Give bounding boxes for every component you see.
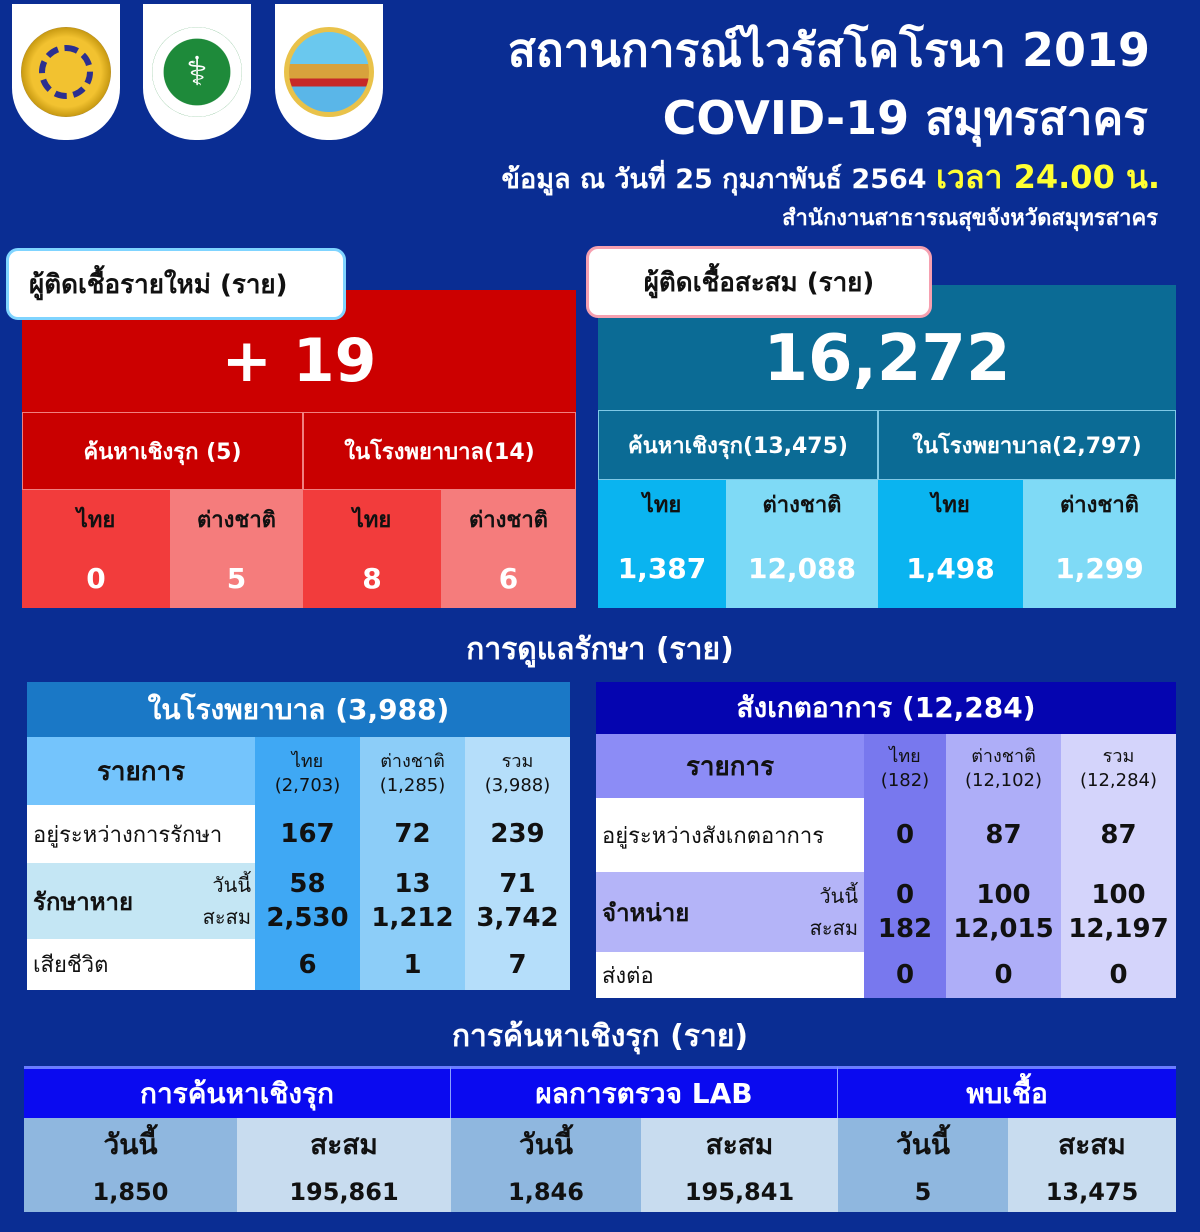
samut-sakhon-logo bbox=[275, 4, 383, 140]
value-cell: 87 bbox=[1061, 798, 1176, 872]
observation-table-title: สังเกตอาการ (12,284) bbox=[596, 682, 1176, 734]
thai-label: ไทย bbox=[642, 492, 682, 518]
foreign-label: ต่างชาติ bbox=[197, 507, 276, 533]
today-value: 1,850 bbox=[92, 1178, 169, 1206]
col-foreign-header: ต่างชาติ (1,285) bbox=[360, 737, 465, 805]
row-label: ส่งต่อ bbox=[596, 952, 864, 998]
value-cell: 0 182 bbox=[864, 872, 946, 952]
new-hospital-thai-cell bbox=[303, 490, 441, 608]
page-subtitle: COVID-19 สมุทรสาคร bbox=[662, 91, 1148, 145]
foreign-value: 12,088 bbox=[747, 551, 857, 585]
col-foreign-header: ต่างชาติ (12,102) bbox=[946, 734, 1061, 798]
col-total-header: รวม (12,284) bbox=[1061, 734, 1176, 798]
row-label: เสียชีวิต bbox=[27, 939, 255, 990]
table-row bbox=[596, 798, 1176, 872]
cum-label: สะสม bbox=[310, 1128, 378, 1161]
foreign-value: 1,299 bbox=[1055, 551, 1144, 585]
thai-label: ไทย bbox=[931, 492, 970, 518]
cum-proactive-thai-cell bbox=[598, 480, 726, 608]
table-row bbox=[27, 939, 570, 990]
foreign-value: 6 bbox=[498, 561, 519, 595]
foreign-label: ต่างชาติ bbox=[1060, 492, 1139, 518]
table-row bbox=[27, 863, 570, 939]
page-title: สถานการณ์ไวรัสโคโรนา 2019 bbox=[507, 23, 1150, 77]
proactive-search-header: การค้นหาเชิงรุก bbox=[24, 1066, 451, 1118]
thai-label: ไทย bbox=[352, 507, 392, 533]
proactive-heading: การค้นหาเชิงรุก (ราย) bbox=[451, 1018, 749, 1054]
ministry-of-public-health-icon bbox=[152, 27, 242, 117]
today-value: 1,846 bbox=[508, 1178, 584, 1206]
value-cell: 239 bbox=[465, 805, 570, 863]
samut-sakhon-seal-icon bbox=[284, 27, 374, 117]
new-cases-proactive-header: ค้นหาเชิงรุก (5) bbox=[22, 412, 303, 490]
thai-value: 1,498 bbox=[906, 551, 995, 585]
thai-value: 0 bbox=[86, 561, 106, 595]
value-cell: 1 bbox=[360, 939, 465, 990]
value-cell: 0 bbox=[864, 952, 946, 998]
cum-value: 195,841 bbox=[684, 1178, 795, 1206]
cum-value: 195,861 bbox=[289, 1178, 399, 1206]
today-label: วันนี้ bbox=[103, 1128, 158, 1161]
foreign-label: ต่างชาติ bbox=[469, 507, 548, 533]
value-cell: 87 bbox=[946, 798, 1061, 872]
observation-header-row bbox=[596, 734, 1176, 798]
table-row bbox=[596, 952, 1176, 998]
infected-found-today bbox=[838, 1118, 1008, 1212]
col-thai-header: ไทย (182) bbox=[864, 734, 946, 798]
value-cell: 100 12,015 bbox=[946, 872, 1061, 952]
table-row bbox=[596, 872, 1176, 952]
lab-results-header: ผลการตรวจ LAB bbox=[451, 1066, 838, 1118]
ministry-logo bbox=[143, 4, 251, 140]
value-cell: 0 bbox=[1061, 952, 1176, 998]
cumulative-proactive-header: ค้นหาเชิงรุก(13,475) bbox=[598, 410, 878, 480]
row-label: รักษาหาย วันนี้ สะสม bbox=[27, 863, 255, 939]
thai-value: 8 bbox=[362, 561, 382, 595]
observation-table bbox=[596, 734, 1176, 998]
value-cell: 71 3,742 bbox=[465, 863, 570, 939]
value-cell: 7 bbox=[465, 939, 570, 990]
today-label: วันนี้ bbox=[518, 1128, 573, 1161]
row-label: อยู่ระหว่างการรักษา bbox=[27, 805, 255, 863]
foreign-label: ต่างชาติ bbox=[762, 492, 842, 518]
hospital-table bbox=[27, 737, 570, 990]
cumulative-label: ผู้ติดเชื้อสะสม (ราย) bbox=[586, 246, 932, 318]
new-cases-total: + 19 bbox=[221, 326, 377, 396]
value-cell: 0 bbox=[946, 952, 1061, 998]
cum-label: สะสม bbox=[1058, 1128, 1126, 1161]
cum-hospital-thai-cell bbox=[878, 480, 1023, 608]
lab-results-cum bbox=[641, 1118, 838, 1212]
row-label: อยู่ระหว่างสังเกตอาการ bbox=[596, 798, 864, 872]
value-cell: 0 bbox=[864, 798, 946, 872]
proactive-search-today bbox=[24, 1118, 237, 1212]
lab-results-today bbox=[451, 1118, 641, 1212]
value-cell: 72 bbox=[360, 805, 465, 863]
care-heading: การดูแลรักษา (ราย) bbox=[466, 631, 734, 667]
provincial-seal-logo bbox=[12, 4, 120, 140]
cum-label: สะสม bbox=[705, 1128, 774, 1161]
thai-label: ไทย bbox=[76, 507, 116, 533]
cumulative-total: 16,272 bbox=[763, 321, 1011, 396]
table-row bbox=[27, 805, 570, 863]
date-text: ข้อมูล ณ วันที่ 25 กุมภาพันธ์ 2564 bbox=[501, 164, 936, 195]
thai-value: 1,387 bbox=[617, 551, 707, 585]
col-item-header: รายการ bbox=[27, 737, 255, 805]
row-label: จำหน่าย วันนี้ สะสม bbox=[596, 872, 864, 952]
col-total-header: รวม (3,988) bbox=[465, 737, 570, 805]
time-text: เวลา 24.00 น. bbox=[935, 158, 1160, 196]
foreign-value: 5 bbox=[226, 561, 247, 595]
new-hospital-foreign-cell bbox=[441, 490, 576, 608]
cumulative-hospital-header: ในโรงพยาบาล(2,797) bbox=[878, 410, 1176, 480]
new-proactive-thai-cell bbox=[22, 490, 170, 608]
new-cases-label: ผู้ติดเชื้อรายใหม่ (ราย) bbox=[6, 248, 346, 320]
new-cases-hospital-header: ในโรงพยาบาล(14) bbox=[303, 412, 576, 490]
today-label: วันนี้ bbox=[895, 1128, 950, 1161]
value-cell: 13 1,212 bbox=[360, 863, 465, 939]
new-proactive-foreign-cell bbox=[170, 490, 303, 608]
hospital-header-row bbox=[27, 737, 570, 805]
value-cell: 100 12,197 bbox=[1061, 872, 1176, 952]
value-cell: 58 2,530 bbox=[255, 863, 360, 939]
today-value: 5 bbox=[914, 1178, 932, 1206]
hospital-table-title: ในโรงพยาบาล (3,988) bbox=[27, 682, 570, 737]
value-cell: 167 bbox=[255, 805, 360, 863]
infected-found-cum bbox=[1008, 1118, 1176, 1212]
col-thai-header: ไทย (2,703) bbox=[255, 737, 360, 805]
infected-found-header: พบเชื้อ bbox=[838, 1066, 1176, 1118]
value-cell: 6 bbox=[255, 939, 360, 990]
proactive-search-cum bbox=[237, 1118, 451, 1212]
agency-name: สำนักงานสาธารณสุขจังหวัดสมุทรสาคร bbox=[782, 206, 1158, 231]
provincial-seal-icon bbox=[21, 27, 111, 117]
col-item-header: รายการ bbox=[596, 734, 864, 798]
cum-value: 13,475 bbox=[1045, 1178, 1139, 1206]
cum-hospital-foreign-cell bbox=[1023, 480, 1176, 608]
date-line bbox=[502, 152, 1160, 203]
cum-proactive-foreign-cell bbox=[726, 480, 878, 608]
